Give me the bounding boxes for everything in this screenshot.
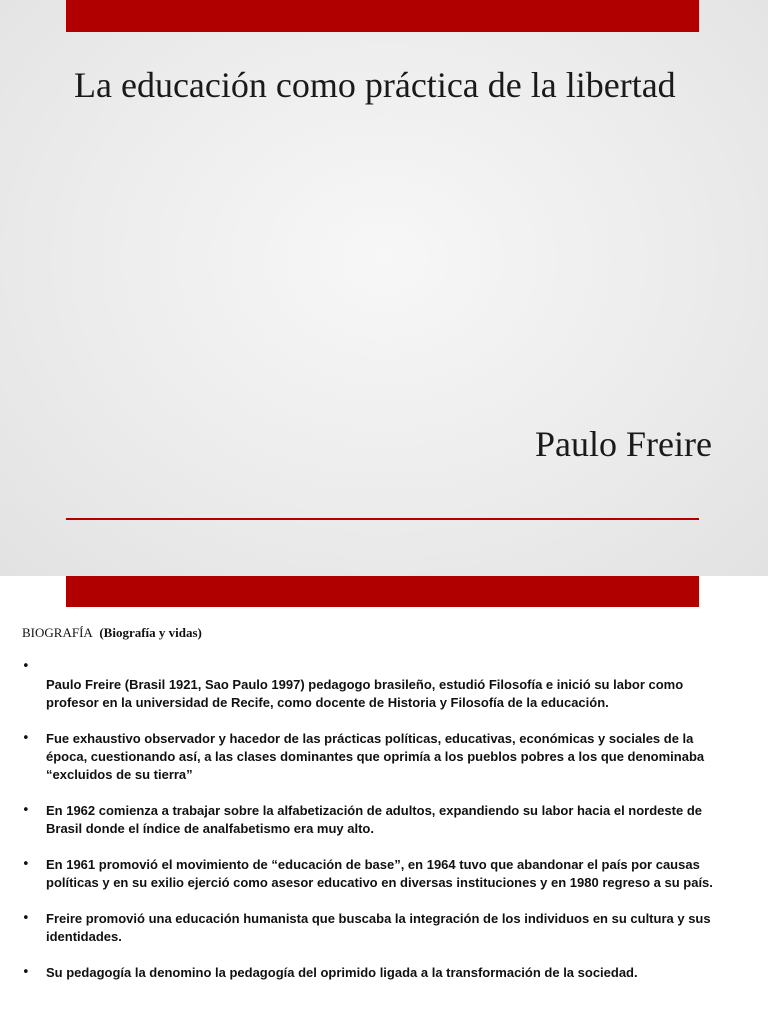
- bullet-icon: •: [22, 731, 30, 746]
- bullet-icon: •: [22, 659, 30, 674]
- bullet-text: Su pedagogía la denomino la pedagogía del oprimido ligada a la transformación de la sociedad.: [46, 965, 638, 980]
- top-accent-bar: [66, 576, 699, 607]
- bullet-item: [0, 856, 768, 892]
- bullet-text: Paulo Freire (Brasil 1921, Sao Paulo 1997) pedagogo brasileño, estudió Filosofía e inició su labor como profesor en la universidad de Recife, como docente de Historia y Filosofía de la educación.: [46, 677, 684, 710]
- bullet-text: Freire promovió una educación humanista que buscaba la integración de los individuos en su cultura y sus identidades.: [46, 911, 711, 944]
- bullet-icon: •: [22, 857, 30, 872]
- bullet-text: En 1961 promovió el movimiento de “educación de base”, en 1964 tuvo que abandonar el país por causas políticas y en su exilio ejerció como asesor educativo en diversas instituciones y en 1980 regreso a su país.: [46, 857, 713, 890]
- bullet-icon: •: [22, 911, 30, 926]
- heading-note: (Biografía y vidas): [99, 625, 202, 640]
- presentation-title: La educación como práctica de la libertad: [74, 65, 676, 105]
- top-accent-bar: [66, 0, 699, 32]
- bullet-text: En 1962 comienza a trabajar sobre la alfabetización de adultos, expandiendo su labor hacia el nordeste de Brasil donde el índice de analfabetismo era muy alto.: [46, 803, 702, 836]
- bullet-item: [0, 910, 768, 946]
- title-divider-line: [66, 518, 699, 520]
- bullet-icon: •: [22, 803, 30, 818]
- bullet-icon: •: [22, 965, 30, 980]
- bullet-item: [0, 964, 768, 982]
- bullet-item: [0, 658, 768, 676]
- heading-label: BIOGRAFÍA: [22, 625, 93, 640]
- bullet-item: [0, 730, 768, 784]
- bullet-item: [0, 802, 768, 838]
- bullet-item: [0, 676, 768, 712]
- author-name: Paulo Freire: [535, 424, 712, 464]
- biography-slide: [0, 576, 768, 1024]
- biography-bullet-list: [0, 658, 768, 1000]
- biography-heading: [22, 625, 202, 641]
- bullet-text: Fue exhaustivo observador y hacedor de las prácticas políticas, educativas, económicas y sociales de la época, cuestionando así, a las clases dominantes que oprimía a los pueblos pobres a los que denominaba “excluidos de su tierra”: [46, 731, 705, 782]
